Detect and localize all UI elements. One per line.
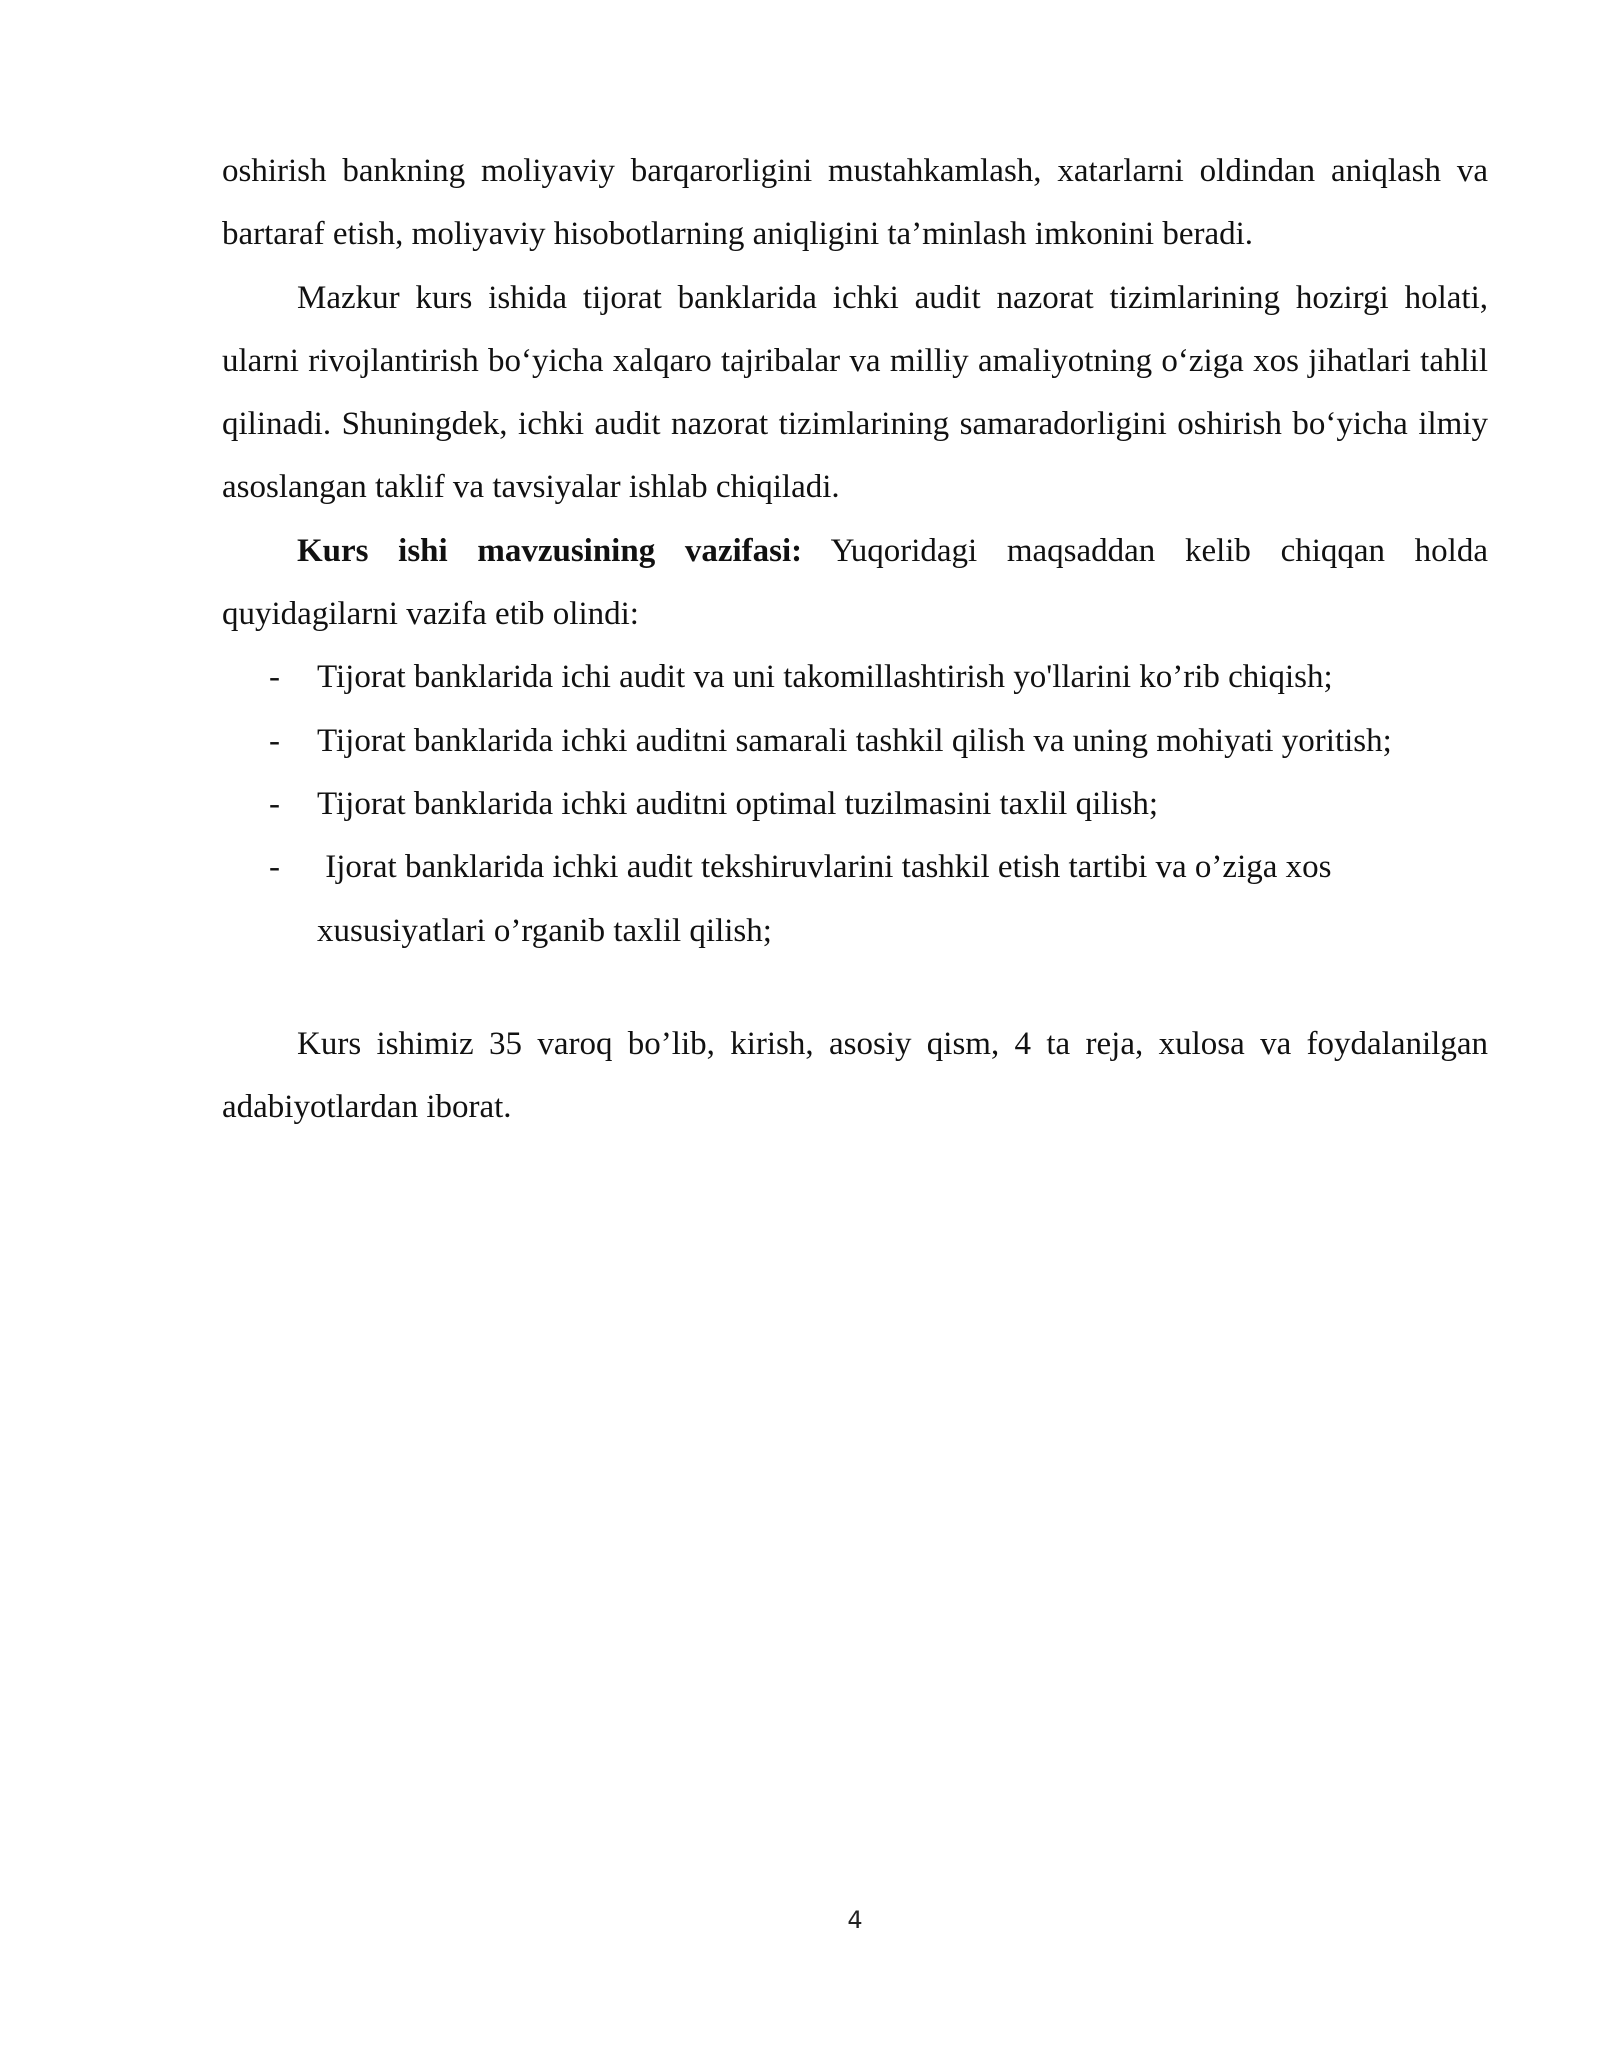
list-dash: -	[269, 659, 280, 696]
page-body	[222, 140, 1488, 1139]
blank-line	[222, 963, 1488, 1013]
list-item	[222, 773, 1488, 836]
page-number: 4	[847, 1906, 863, 1934]
list-dash: -	[269, 849, 280, 886]
course-tasks-heading: Kurs ishi mavzusining vazifasi:	[297, 532, 803, 569]
list-item	[222, 710, 1488, 773]
list-item	[222, 646, 1488, 709]
paragraph-intro-continuation: oshirish bankning moliyaviy barqarorligini mustahkamlash, xatarlarni oldindan aniqlash va bartaraf etish, moliyaviy hisobotlarning aniqligini ta’minlash imkonini beradi.	[222, 153, 1488, 253]
paragraph-course-tasks	[222, 520, 1488, 647]
paragraph-course-structure: Kurs ishimiz 35 varoq bo’lib, kirish, asosiy qism, 4 ta reja, xulosa va foydalanilgan adabiyotlardan iborat.	[222, 1025, 1488, 1126]
list-item-text: Tijorat banklarida ichki auditni optimal tuzilmasini taxlil qilish;	[317, 785, 1159, 822]
list-dash: -	[269, 785, 280, 822]
task-list	[222, 646, 1488, 962]
list-item-text: Ijorat banklarida ichki audit tekshiruvlarini tashkil etish tartibi va o’ziga xos xususiyatlari o’rganib taxlil qilish;	[317, 849, 1340, 949]
course-tasks-intro: Yuqoridagi maqsaddan kelib chiqqan holda quyidagilarni vazifa etib olindi:	[222, 532, 1488, 633]
list-item-text: Tijorat banklarida ichki auditni samarali tashkil qilish va uning mohiyati yoritish;	[317, 722, 1392, 759]
list-item-text: Tijorat banklarida ichi audit va uni takomillashtirish yo'llarini ko’rib chiqish;	[317, 659, 1333, 696]
list-dash: -	[269, 722, 280, 759]
list-item	[222, 836, 1488, 963]
paragraph-course-scope: Mazkur kurs ishida tijorat banklarida ichki audit nazorat tizimlarining hozirgi holati, ularni rivojlantirish bo‘yicha xalqaro tajribalar va milliy amaliyotning o‘ziga xos jihatlari tahlil qilinadi. Shuningdek, ichki audit nazorat tizimlarining samaradorligini oshirish bo‘yicha ilmiy asoslangan taklif va tavsiyalar ishlab chiqiladi.	[222, 279, 1488, 506]
